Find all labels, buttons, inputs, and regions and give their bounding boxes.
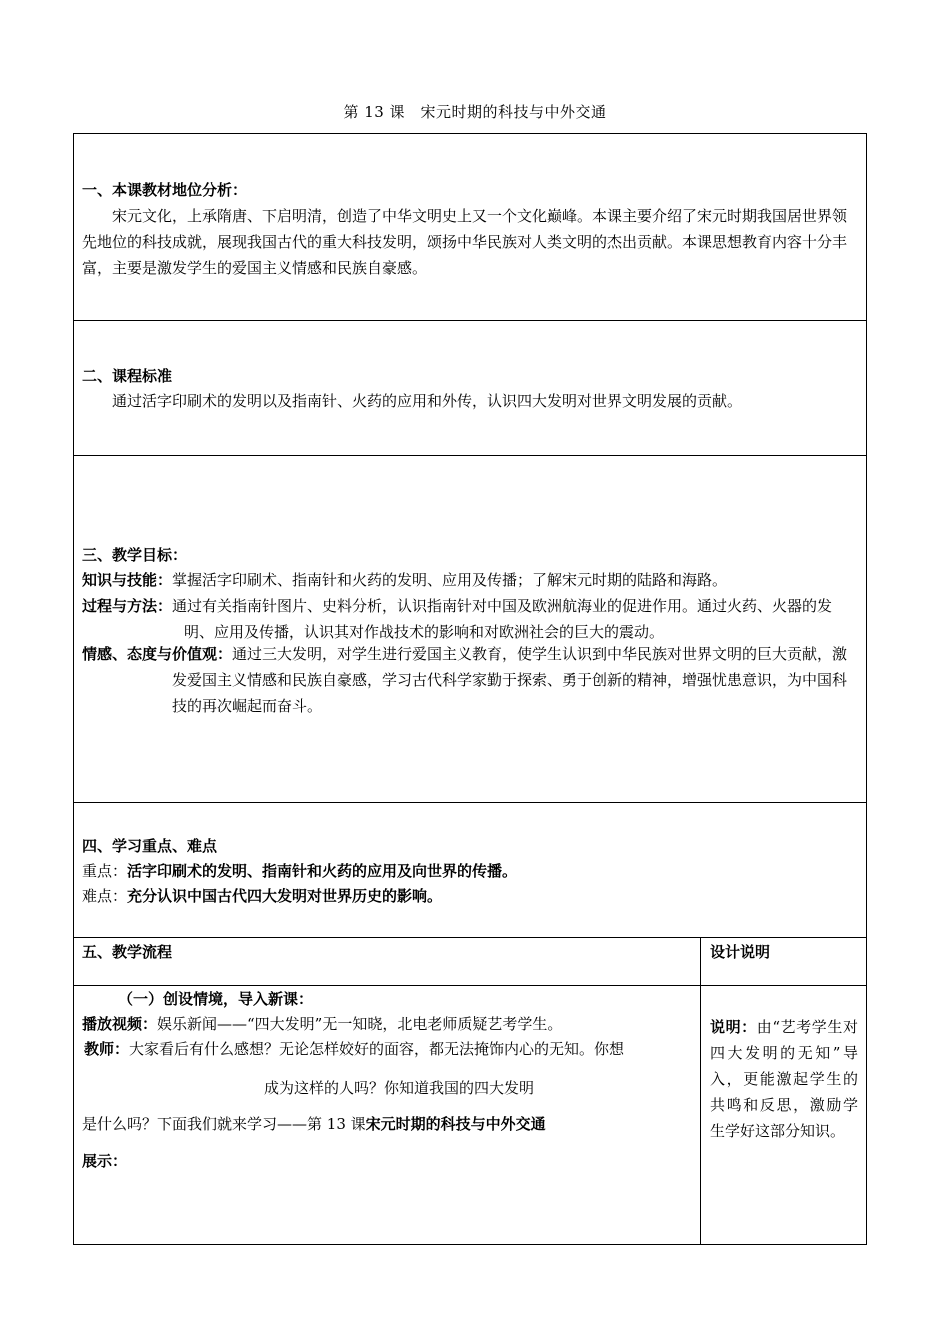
objective-emotion [82, 641, 858, 719]
key-point-text: 活字印刷术的发明、指南针和火药的应用及向世界的传播。 [127, 862, 518, 880]
section-standard-heading: 二、课程标准 [82, 367, 173, 385]
lesson-title-ref: 宋元时期的科技与中外交通 [365, 1115, 546, 1133]
difficult-point-text: 充分认识中国古代四大发明对世界历史的影响。 [127, 887, 443, 905]
key-point-label: 重点： [82, 862, 128, 880]
show-label: 展示： [82, 1152, 128, 1170]
objective-knowledge [82, 567, 858, 593]
section-keypoints-heading: 四、学习重点、难点 [82, 837, 218, 855]
objective-knowledge-label: 知识与技能： [82, 571, 173, 589]
objective-emotion-text: 通过三大发明，对学生进行爱国主义教育，使学生认识到中华民族对世界文明的巨大贡献，激发爱国主义情感和民族自豪感，学习古代科学家勤于探索、勇于创新的精神，增强忧患意识，为中国科技的再次崛起而奋斗。 [172, 645, 848, 715]
section-analysis-body: 宋元文化，上承隋唐、下启明清，创造了中华文明史上又一个文化巅峰。本课主要介绍了宋元时期我国居世界领先地位的科技成就，展现我国古代的重大科技发明，颂扬中华民族对人类文明的杰出贡献。本课思想教育内容十分丰富，主要是激发学生的爱国主义情感和民族自豪感。 [82, 207, 848, 277]
section-standard-body: 通过活字印刷术的发明以及指南针、火药的应用和外传，认识四大发明对世界文明发展的贡献。 [112, 392, 743, 410]
objective-process-label: 过程与方法： [82, 597, 173, 615]
objective-emotion-label: 情感、态度与价值观： [82, 645, 233, 663]
video-line [82, 1011, 694, 1037]
teacher-text-1: 大家看后有什么感想？无论怎样姣好的面容，都无法掩饰内心的无知。你想 [129, 1040, 625, 1058]
objective-process [82, 593, 858, 645]
design-note [710, 1014, 858, 1144]
objective-knowledge-text: 掌握活字印刷术、指南针和火药的发明、应用及传播；了解宋元时期的陆路和海路。 [172, 571, 728, 589]
difficult-point-label: 难点： [82, 887, 128, 905]
teacher-label: 教师： [84, 1040, 130, 1058]
teacher-line-1 [84, 1036, 696, 1062]
design-note-text: 由“艺考学生对四大发明的无知”导入，更能激起学生的共鸣和反思，激励学生学好这部分知识。 [710, 1018, 858, 1140]
section-objectives-heading: 三、教学目标： [82, 546, 188, 564]
teacher-text-3: 是什么吗？下面我们就来学习——第 13 课 [82, 1115, 366, 1133]
page-title: 第 13 课 宋元时期的科技与中外交通 [343, 103, 607, 121]
key-point [82, 858, 858, 884]
teacher-line-2: 成为这样的人吗？你知道我国的四大发明 [264, 1079, 535, 1097]
teacher-line-3 [82, 1111, 694, 1137]
flow-heading: 五、教学流程 [82, 943, 173, 961]
video-label: 播放视频： [82, 1015, 158, 1033]
design-heading: 设计说明 [710, 943, 771, 961]
section-analysis-heading: 一、本课教材地位分析： [82, 181, 248, 199]
step1-heading: （一）创设情境，导入新课： [118, 990, 314, 1008]
video-text: 娱乐新闻——“四大发明”无一知晓，北电老师质疑艺考学生。 [157, 1015, 563, 1033]
difficult-point [82, 883, 858, 909]
design-note-label: 说明： [710, 1018, 757, 1036]
objective-process-text: 通过有关指南针图片、史料分析，认识指南针对中国及欧洲航海业的促进作用。通过火药、火器的发明、应用及传播，认识其对作战技术的影响和对欧洲社会的巨大的震动。 [172, 597, 833, 641]
